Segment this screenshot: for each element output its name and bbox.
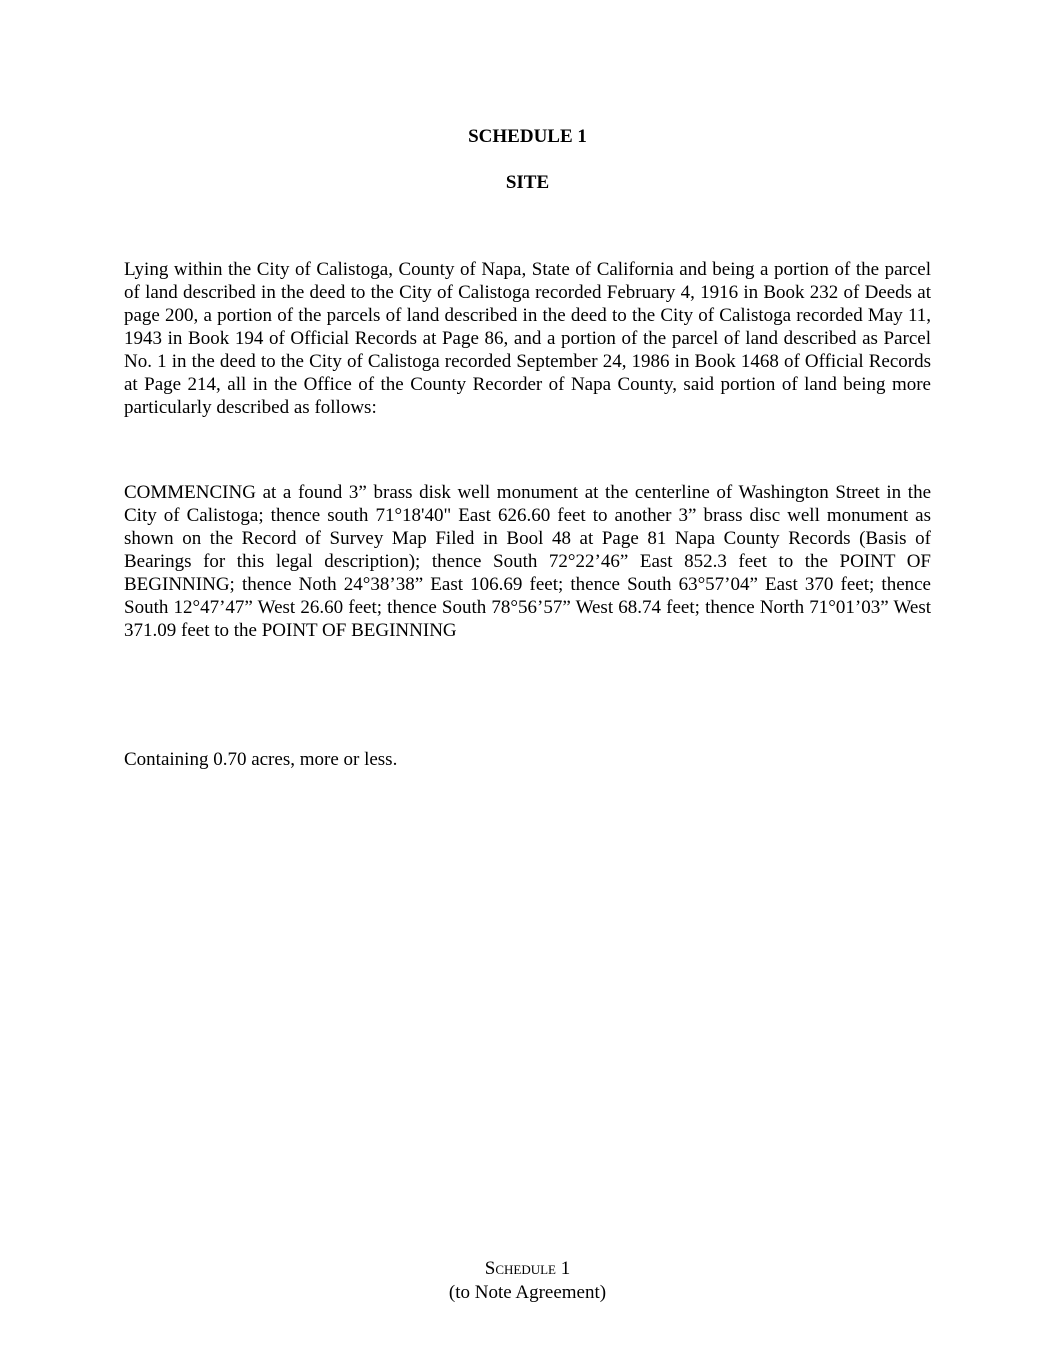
- parcel-description-paragraph: Lying within the City of Calistoga, County of Napa, State of California and being a portion of the parcel of land described in the deed to the City of Calistoga recorded February 4, 1916 in Book 232 of Deeds at page 200, a portion of the parcels of land described in the deed to the City of Calistoga recorded May 11, 1943 in Book 194 of Official Records at Page 86, and a portion of the parcel of land described as Parcel No. 1 in the deed to the City of Calistoga recorded September 24, 1986 in Book 1468 of Official Records at Page 214, all in the Office of the County Recorder of Napa County, said portion of land being more particularly described as follows:: [124, 259, 931, 418]
- footer-schedule-label: Schedule 1: [484, 1258, 571, 1279]
- schedule-title: SCHEDULE 1: [468, 126, 587, 147]
- footer-note-agreement: (to Note Agreement): [448, 1282, 607, 1303]
- schedule-subtitle: SITE: [505, 172, 550, 193]
- metes-and-bounds-paragraph: COMMENCING at a found 3” brass disk well monument at the centerline of Washington Street in the City of Calistoga; thence south 71°18'40" East 626.60 feet to another 3” brass disc well monument as shown on the Record of Survey Map Filed in Bool 48 at Page 81 Napa County Records (Basis of Bearings for this legal description); thence South 72°22’46” East 852.3 feet to the POINT OF BEGINNING; thence Noth 24°38’38” East 106.69 feet; thence South 63°57’04” East 370 feet; thence South 12°47’47” West 26.60 feet; thence South 78°56’57” West 68.74 feet; thence North 71°01’03” West 371.09 feet to the POINT OF BEGINNING: [124, 482, 931, 641]
- acreage-paragraph: Containing 0.70 acres, more or less.: [124, 749, 398, 770]
